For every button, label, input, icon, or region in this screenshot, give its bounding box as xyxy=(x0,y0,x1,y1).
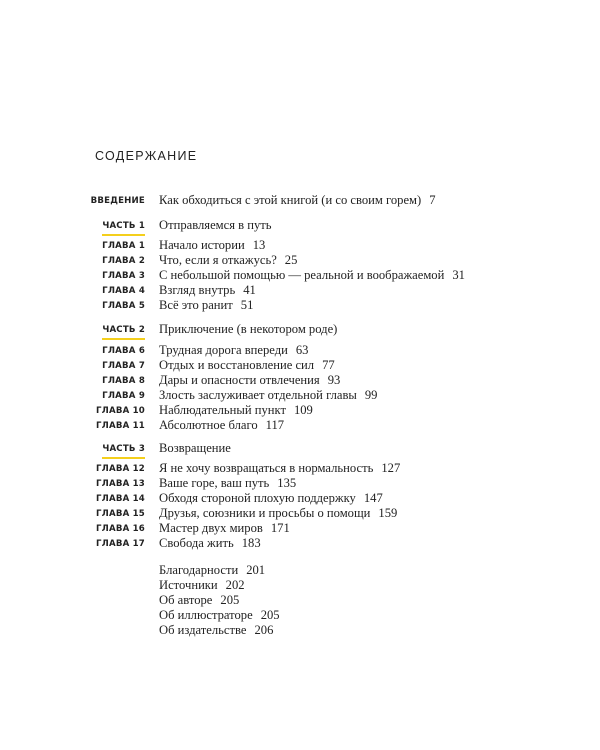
entry-page: 202 xyxy=(225,578,245,592)
toc-entry-about-publisher xyxy=(0,623,600,641)
entry-title: Злость заслуживает отдельной главы xyxy=(159,388,357,402)
entry-title: Отдых и восстановление сил xyxy=(159,358,315,372)
entry-page: 31 xyxy=(452,268,465,282)
entry-page: 135 xyxy=(277,476,297,490)
entry-page: 41 xyxy=(243,283,256,297)
entry-text xyxy=(159,373,340,388)
entry-title: Я не хочу возвращаться в нормальность xyxy=(159,461,374,475)
entry-text xyxy=(159,476,296,491)
entry-text xyxy=(159,461,400,476)
toc-title: СОДЕРЖАНИЕ xyxy=(95,149,198,163)
entry-text xyxy=(159,491,383,506)
entry-title: Трудная дорога впереди xyxy=(159,343,288,357)
entry-text xyxy=(159,623,273,638)
entry-text xyxy=(159,418,284,433)
entry-page: 206 xyxy=(254,623,274,637)
entry-text xyxy=(159,536,261,551)
entry-title: Ваше горе, ваш путь xyxy=(159,476,270,490)
entry-label: ГЛАВА 9 xyxy=(102,391,145,401)
entry-label: ГЛАВА 5 xyxy=(102,301,145,311)
entry-title: Источники xyxy=(159,578,218,592)
entry-label: ГЛАВА 4 xyxy=(102,286,145,296)
entry-page: 109 xyxy=(293,403,313,417)
entry-title: Друзья, союзники и просьбы о помощи xyxy=(159,506,371,520)
entry-page: 77 xyxy=(322,358,335,372)
entry-page: 99 xyxy=(364,388,378,402)
entry-text xyxy=(159,403,313,418)
entry-label: ГЛАВА 12 xyxy=(95,464,145,474)
entry-title: Взгляд внутрь xyxy=(159,283,236,297)
entry-label: ГЛАВА 11 xyxy=(95,421,145,431)
entry-label: ГЛАВА 16 xyxy=(95,524,145,534)
entry-title: Об иллюстраторе xyxy=(159,608,253,622)
entry-text xyxy=(159,578,245,593)
part-title: Отправляемся в путь xyxy=(159,218,272,232)
entry-text xyxy=(159,238,265,253)
entry-page: 171 xyxy=(270,521,290,535)
entry-text xyxy=(159,608,280,623)
entry-page: 63 xyxy=(295,343,309,357)
entry-title: Обходя стороной плохую поддержку xyxy=(159,491,356,505)
entry-page: 51 xyxy=(240,298,254,312)
entry-label: ВВЕДЕНИЕ xyxy=(90,196,145,206)
toc-part-1 xyxy=(0,218,600,236)
entry-text xyxy=(159,358,335,373)
entry-title: Как обходиться с этой книгой (и со своим горем) xyxy=(159,193,422,207)
toc-entry-chapter-5 xyxy=(0,298,600,316)
part-label: ЧАСТЬ 1 xyxy=(102,221,145,236)
entry-title: Мастер двух миров xyxy=(159,521,263,535)
entry-text xyxy=(159,193,436,208)
entry-page: 201 xyxy=(246,563,266,577)
entry-page: 205 xyxy=(220,593,240,607)
entry-label: ГЛАВА 17 xyxy=(95,539,145,549)
entry-title: Начало истории xyxy=(159,238,245,252)
entry-page: 183 xyxy=(241,536,261,550)
part-label: ЧАСТЬ 3 xyxy=(102,444,145,459)
entry-title: Об авторе xyxy=(159,593,213,607)
part-title: Возвращение xyxy=(159,441,231,455)
entry-text xyxy=(159,593,239,608)
entry-title: Наблюдательный пункт xyxy=(159,403,286,417)
part-title: Приключение (в некотором роде) xyxy=(159,322,338,336)
entry-label: ГЛАВА 10 xyxy=(95,406,145,416)
entry-text xyxy=(159,563,265,578)
entry-page: 93 xyxy=(327,373,341,387)
entry-page: 117 xyxy=(265,418,285,432)
toc-entry-chapter-17 xyxy=(0,536,600,554)
entry-page: 147 xyxy=(363,491,383,505)
entry-text xyxy=(159,521,290,536)
entry-page: 205 xyxy=(260,608,280,622)
entry-text xyxy=(159,253,297,268)
entry-title: Всё это ранит xyxy=(159,298,233,312)
entry-title: Благодарности xyxy=(159,563,239,577)
toc-entry-chapter-11 xyxy=(0,418,600,436)
toc-part-2 xyxy=(0,322,600,340)
entry-label: ГЛАВА 15 xyxy=(95,509,145,519)
entry-label: ГЛАВА 14 xyxy=(95,494,145,504)
entry-label: ГЛАВА 8 xyxy=(102,376,145,386)
entry-label: ГЛАВА 6 xyxy=(102,346,145,356)
entry-text xyxy=(159,268,465,283)
entry-page: 127 xyxy=(381,461,401,475)
entry-title: Об издательстве xyxy=(159,623,247,637)
entry-label: ГЛАВА 7 xyxy=(102,361,145,371)
entry-page: 13 xyxy=(252,238,266,252)
entry-title: Что, если я откажусь? xyxy=(159,253,277,267)
entry-text xyxy=(159,343,308,358)
toc-entry-intro xyxy=(0,193,600,211)
entry-title: Абсолютное благо xyxy=(159,418,258,432)
entry-text xyxy=(159,298,253,313)
toc-part-3 xyxy=(0,441,600,459)
entry-title: С небольшой помощью — реальной и воображаемой xyxy=(159,268,445,282)
entry-title: Свобода жить xyxy=(159,536,234,550)
entry-page: 159 xyxy=(378,506,398,520)
entry-text xyxy=(159,283,256,298)
entry-label: ГЛАВА 13 xyxy=(95,479,145,489)
part-label: ЧАСТЬ 2 xyxy=(102,325,145,340)
entry-label: ГЛАВА 2 xyxy=(102,256,145,266)
entry-title: Дары и опасности отвлечения xyxy=(159,373,320,387)
entry-label: ГЛАВА 1 xyxy=(102,241,145,251)
entry-page: 7 xyxy=(429,193,436,207)
entry-text xyxy=(159,388,377,403)
entry-page: 25 xyxy=(284,253,298,267)
entry-label: ГЛАВА 3 xyxy=(102,271,145,281)
entry-text xyxy=(159,506,397,521)
